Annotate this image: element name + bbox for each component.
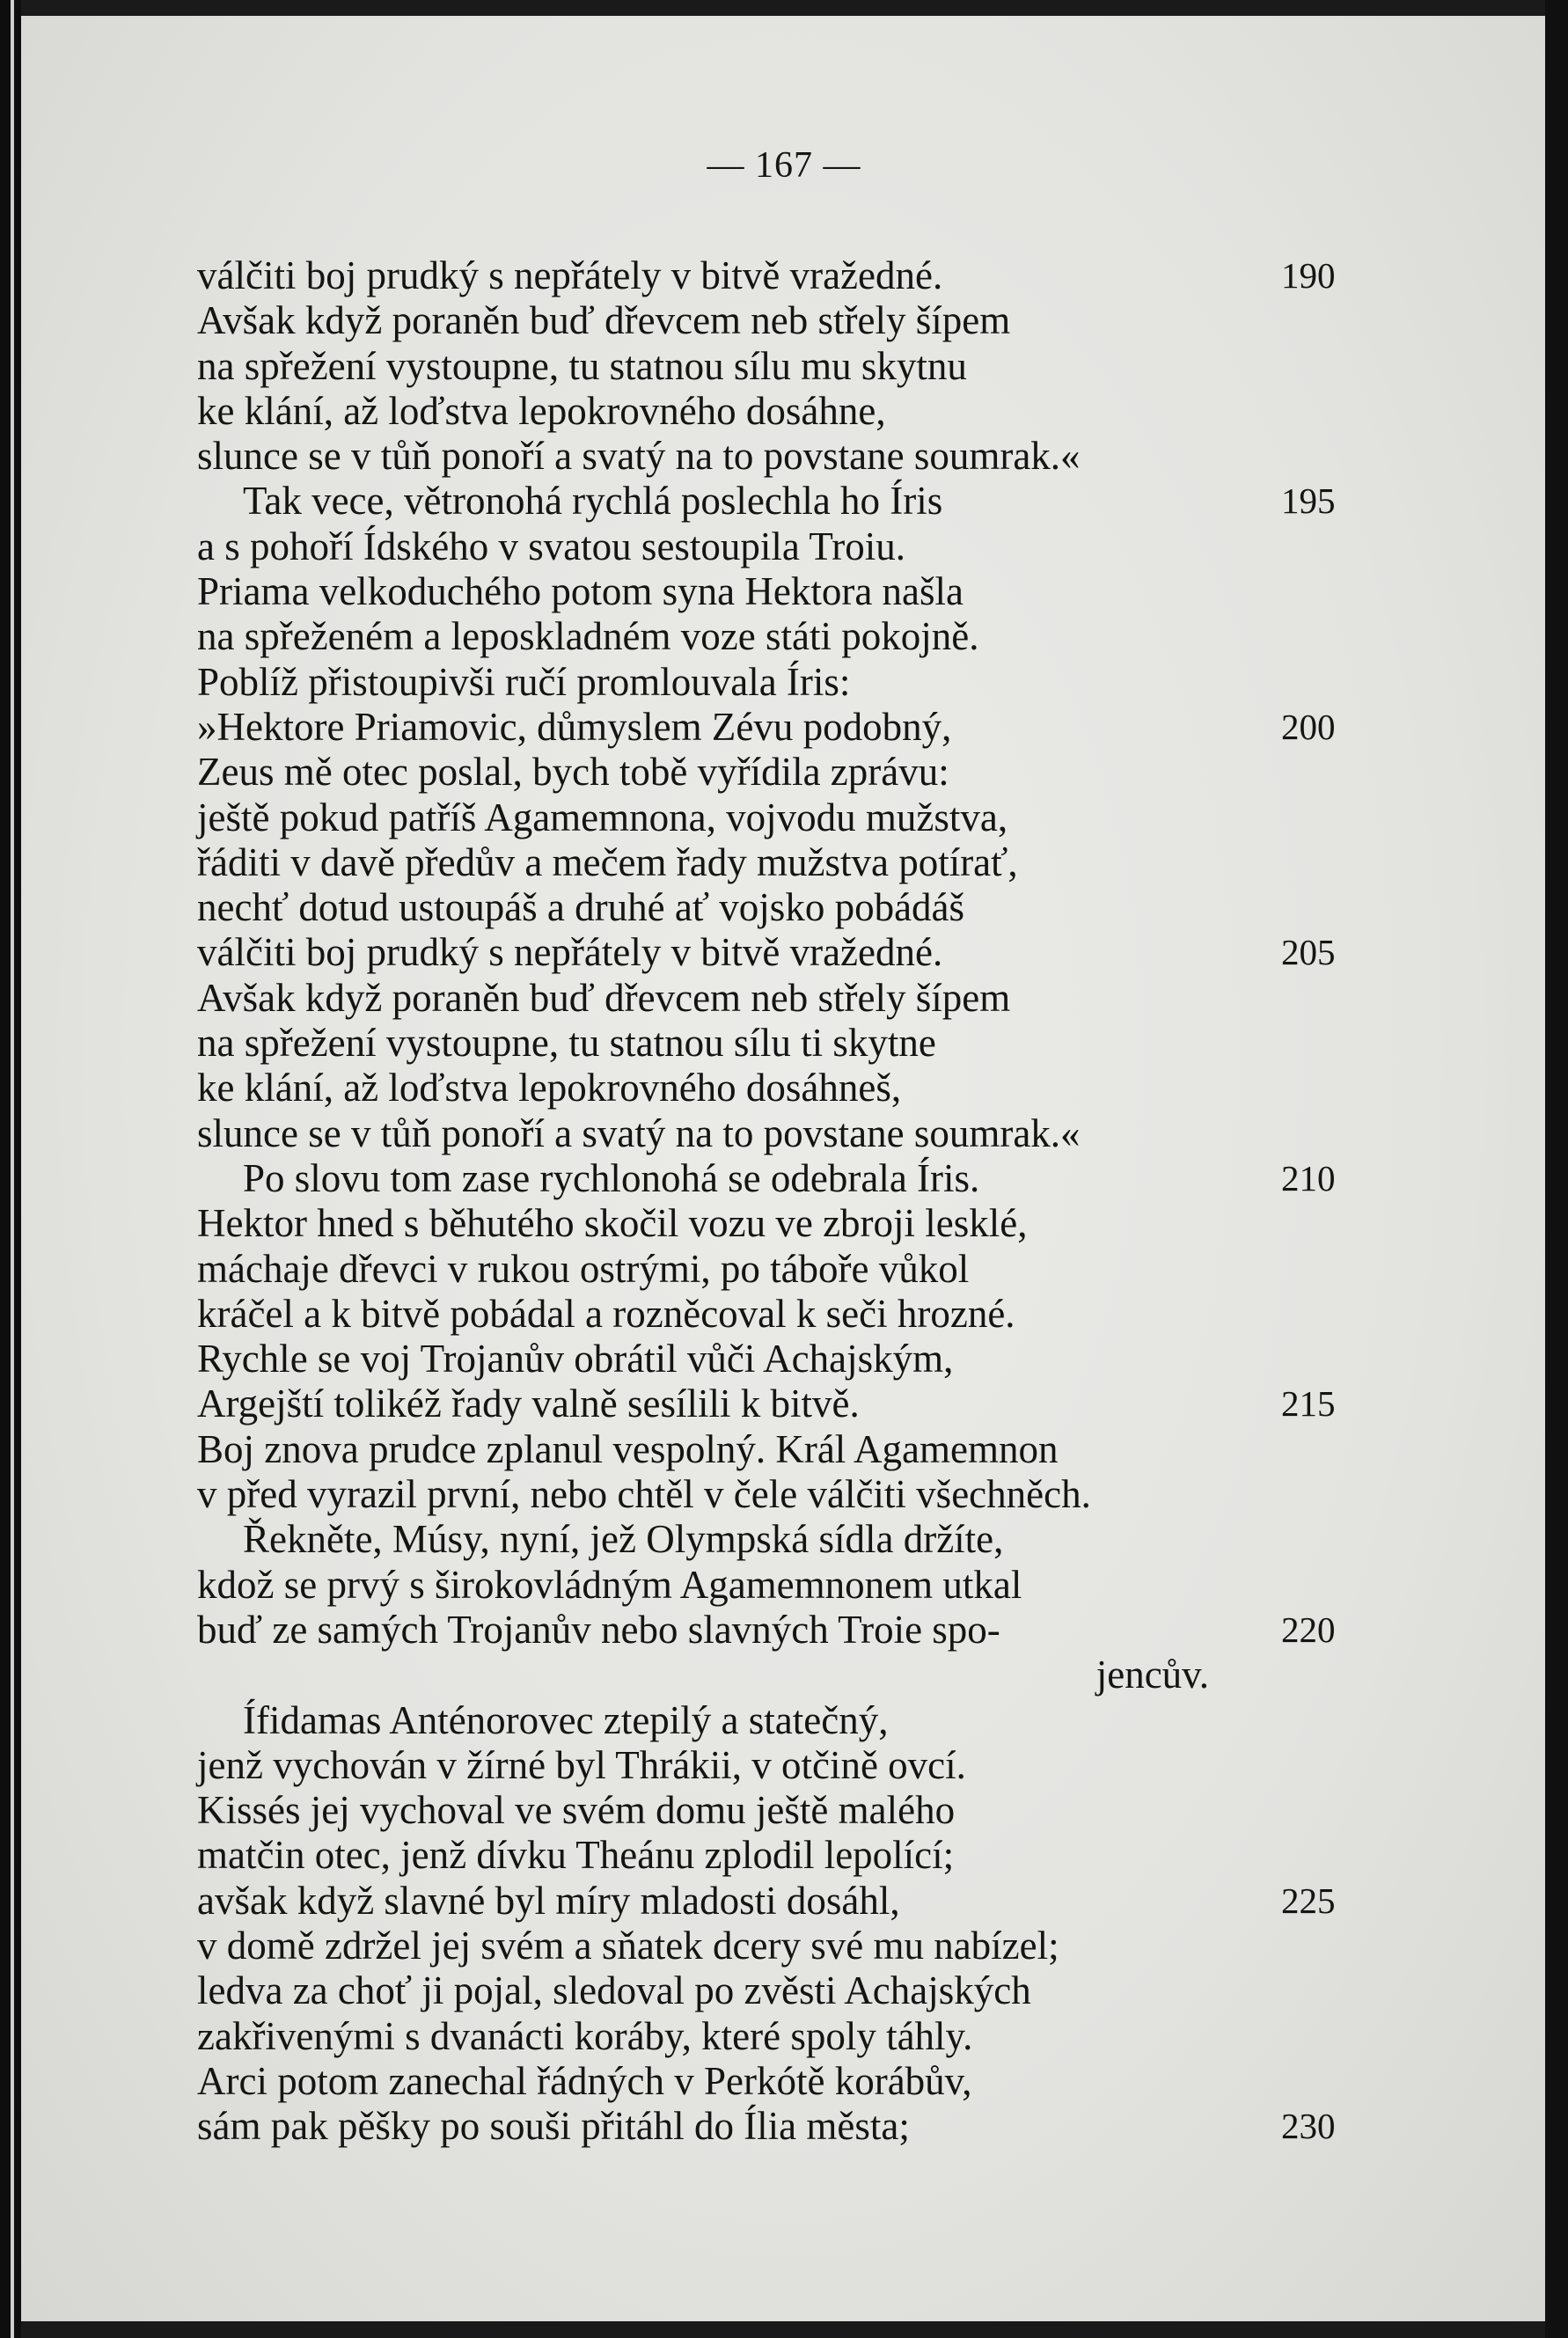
verse-line [197, 1201, 1359, 1246]
verse-text: Ífidamas Anténorovec ztepilý a statečný, [243, 1697, 889, 1742]
verse-line [197, 1743, 1359, 1788]
verse-line [197, 1247, 1359, 1292]
line-number: 200 [1281, 706, 1336, 747]
verse-text: Tak vece, větronohá rychlá poslechla ho Íris [243, 479, 943, 524]
page-number: — 167 — [707, 145, 861, 186]
verse-line [197, 1563, 1359, 1608]
verse-text: Boj znova prudce zplanul vespolný. Král Agamemnon [197, 1426, 1059, 1471]
verse-text: válčiti boj prudký s nepřátely v bitvě vražedné. [197, 253, 943, 297]
verse-line [197, 1292, 1359, 1337]
verse-line [197, 930, 1359, 975]
line-number: 205 [1281, 932, 1336, 973]
verse-text: Priama velkoduchého potom syna Hektora našla [197, 569, 964, 614]
verse-text: jencův. [1095, 1653, 1209, 1697]
line-number: 195 [1281, 480, 1336, 522]
verse-text: slunce se v tůň ponoří a svatý na to povstane soumrak.« [197, 1110, 1081, 1155]
verse-text: na spřežení vystoupne, tu statnou sílu mu skytnu [197, 343, 967, 388]
verse-text: a s pohoří Ídského v svatou sestoupila Troiu. [197, 524, 905, 568]
verse-line [197, 1788, 1359, 1833]
verse-line [197, 389, 1359, 434]
verse-line [197, 298, 1359, 343]
verse-text: matčin otec, jenž dívku Theánu zplodil lepolící; [197, 1833, 955, 1878]
verse-text: na spřežení vystoupne, tu statnou sílu ti skytne [197, 1021, 936, 1066]
verse-text: Hektor hned s běhutého skočil vozu ve zbroji lesklé, [197, 1201, 1028, 1246]
verse-line [197, 344, 1359, 389]
verse-text: buď ze samých Trojanův nebo slavných Troie spo- [197, 1607, 1000, 1652]
line-number: 230 [1281, 2106, 1336, 2147]
verse-line [197, 1427, 1359, 1472]
verse-line [197, 614, 1359, 659]
line-number: 190 [1281, 255, 1336, 296]
verse-text: ke klání, až loďstva lepokrovného dosáhne, [197, 388, 886, 433]
verse-text: jenž vychován v žírné byl Thrákii, v otčině ovcí. [197, 1742, 966, 1787]
verse-line [197, 1517, 1359, 1562]
verse-text: ještě pokud patříš Agamemnona, vojvodu mužstva, [197, 795, 1008, 839]
verse-line [197, 2014, 1359, 2059]
verse-line [197, 1021, 1359, 1066]
verse-line [197, 795, 1359, 840]
verse-text: Zeus mě otec poslal, bych tobě vyřídila zprávu: [197, 750, 949, 795]
verse-line [197, 1924, 1359, 1968]
verse-line [197, 976, 1359, 1021]
verse-text: ke klání, až loďstva lepokrovného dosáhneš, [197, 1066, 902, 1110]
verse-text: ledva za choť ji pojal, sledoval po zvěsti Achajských [197, 1968, 1031, 2013]
scan-edge-right [1545, 0, 1568, 2338]
line-number: 210 [1281, 1157, 1336, 1198]
verse-line [197, 1111, 1359, 1156]
verse-line [197, 1156, 1359, 1201]
verse-text: kdož se prvý s širokovládným Agamemnonem utkal [197, 1562, 1022, 1607]
line-number: 215 [1281, 1383, 1336, 1425]
verse-text: válčiti boj prudký s nepřátely v bitvě vražedné. [197, 930, 943, 975]
verse-text: zakřivenými s dvanácti koráby, které spoly táhly. [197, 2013, 973, 2058]
verse-line [197, 885, 1359, 930]
verse-line [197, 705, 1359, 750]
verse-text: řáditi v davě předův a mečem řady mužstva potírať, [197, 839, 1018, 884]
verse-text: nechť dotud ustoupáš a druhé ať vojsko pobádáš [197, 885, 965, 930]
verse-text: Avšak když poraněn buď dřevcem neb střely šípem [197, 298, 1011, 343]
verse-line [197, 253, 1359, 298]
verse-line [197, 1066, 1359, 1110]
verse-text: Kissés jej vychoval ve svém domu ještě malého [197, 1788, 956, 1833]
verse-text: Řekněte, Músy, nyní, jež Olympská sídla držíte, [243, 1517, 1004, 1562]
verse-text: v domě zdržel jej svém a sňatek dcery své mu nabízel; [197, 1923, 1059, 1968]
verse-line [197, 1968, 1359, 2013]
verse-line [197, 840, 1359, 885]
verse-text: Po slovu tom zase rychlonohá se odebrala Íris. [243, 1155, 980, 1200]
verse-text: Argejští tolikéž řady valně sesílili k bitvě. [197, 1382, 860, 1426]
line-number: 220 [1281, 1609, 1336, 1650]
verse-text: máchaje dřevci v rukou ostrými, po táboře vůkol [197, 1246, 970, 1291]
verse-line [197, 1879, 1359, 1924]
verse-line [197, 479, 1359, 524]
verse-line [197, 1382, 1359, 1426]
verse-line [197, 569, 1359, 614]
verse-text: Rychle se voj Trojanův obrátil vůči Achajským, [197, 1337, 954, 1382]
verse-line [197, 434, 1359, 479]
verse-line [197, 660, 1359, 705]
verse-line [197, 524, 1359, 569]
verse-line [197, 2059, 1359, 2104]
verse-line [197, 1833, 1359, 1878]
verse-line [197, 1337, 1359, 1382]
verse-line [197, 1698, 1359, 1743]
verse-text: na spřeženém a leposkladném voze státi pokojně. [197, 614, 979, 659]
verse-line [197, 1608, 1359, 1653]
verse-text: v před vyrazil první, nebo chtěl v čele válčiti všechněch. [197, 1472, 1091, 1517]
verse-text: slunce se v tůň ponoří a svatý na to povstane soumrak.« [197, 434, 1081, 479]
verse-text: kráčel a k bitvě pobádal a rozněcoval k seči hrozné. [197, 1291, 1015, 1336]
verse-line [197, 750, 1359, 795]
verse-text: sám pak pěšky po souši přitáhl do Ília města; [197, 2104, 910, 2149]
scan-edge-left-line [11, 0, 14, 2338]
verse-line [197, 1653, 1359, 1697]
verse-text: Avšak když poraněn buď dřevcem neb střely šípem [197, 975, 1011, 1020]
verse-line [197, 1472, 1359, 1517]
verse-text: Arci potom zanechal řádných v Perkótě korábův, [197, 2058, 972, 2103]
verse-text: avšak když slavné byl míry mladosti dosáhl, [197, 1878, 900, 1923]
verse-text: Poblíž přistoupivši ručí promlouvala Íris: [197, 659, 851, 704]
verse-text: »Hektore Priamovic, důmyslem Zévu podobný, [197, 704, 952, 749]
poem-text [197, 253, 1359, 2149]
verse-line [197, 2104, 1359, 2149]
line-number: 225 [1281, 1880, 1336, 1921]
